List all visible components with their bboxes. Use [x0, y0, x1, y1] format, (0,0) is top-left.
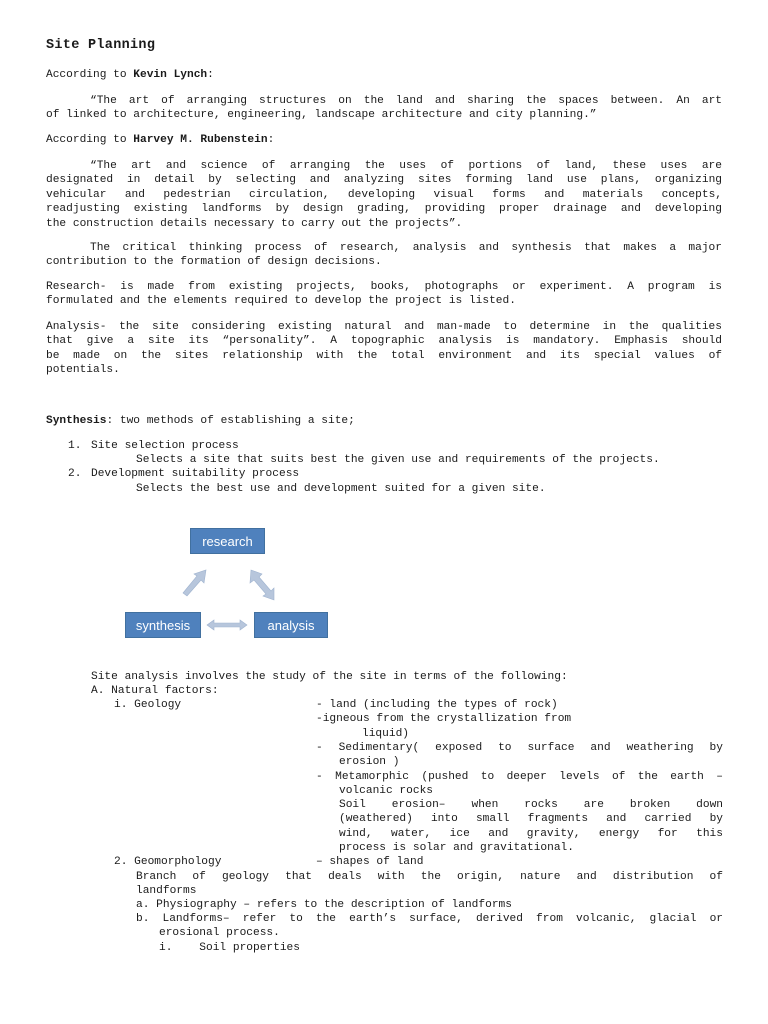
author-name: Harvey M. Rubenstein: [133, 134, 268, 146]
attribution-suffix: :: [207, 69, 214, 81]
page-title: Site Planning: [46, 38, 156, 53]
text-line: Analysis- the site considering existing natural and man-made to determine in the qualities: [46, 321, 722, 333]
text-line: that give a site its “personality”. A topographic analysis is mandatory. Emphasis should: [46, 335, 722, 348]
text-line: potentials.: [46, 364, 120, 377]
text-line: readjusting existing landforms by design grading, providing proper drainage and developing: [46, 203, 722, 216]
text-line: Soil erosion– when rocks are broken down: [339, 799, 723, 811]
text-line: - Metamorphic (pushed to deeper levels of the earth –: [316, 771, 723, 783]
soil-properties-item: i. Soil properties: [159, 942, 300, 954]
geomorphology-description: [136, 870, 723, 899]
method-description: Selects a site that suits best the given use and requirements of the projects.: [136, 454, 660, 466]
text-line: erosion ): [339, 756, 400, 769]
text-line: The critical thinking process of research, analysis and synthesis that makes a major: [90, 242, 722, 254]
text-line: - land (including the types of rock): [316, 699, 558, 711]
metamorphic-item: [316, 770, 723, 799]
natural-factors-heading: A. Natural factors:: [91, 685, 219, 697]
text-line: process is solar and gravitational.: [339, 842, 574, 855]
text-line: “The art of arranging structures on the land and sharing the spaces between. An art: [90, 95, 722, 107]
attribution-prefix: According to: [46, 69, 134, 81]
geomorphology-label: 2. Geomorphology: [114, 856, 222, 868]
author-name: Kevin Lynch: [133, 69, 208, 81]
geology-label: i. Geology: [114, 699, 182, 711]
text-line: b. Landforms– refer to the earth’s surface, derived from volcanic, glacial or: [136, 913, 723, 925]
text-line: volcanic rocks: [339, 785, 433, 798]
text-line: Branch of geology that deals with the origin, nature and distribution of: [136, 871, 723, 883]
text-line: landforms: [136, 885, 197, 898]
geomorphology-note: – shapes of land: [316, 856, 424, 868]
text-line: designated in detail by selecting and analyzing sites forming land use plans, organizing: [46, 174, 722, 187]
text-line: of linked to architecture, engineering, landscape architecture and city planning.”: [46, 109, 597, 122]
text-line: -igneous from the crystallization from: [316, 713, 572, 725]
arrow-research-to-analysis: [250, 570, 274, 600]
text-line: the construction details necessary to carry out the projects”.: [46, 217, 463, 230]
sedimentary-item: [316, 741, 723, 770]
text-line: contribution to the formation of design decisions.: [46, 256, 382, 269]
soil-erosion-item: [339, 798, 723, 856]
physiography-item: a. Physiography – refers to the description of landforms: [136, 899, 512, 911]
text-line: liquid): [362, 728, 409, 740]
synthesis-label: Synthesis: [46, 415, 107, 427]
landforms-item: [136, 912, 723, 941]
method-number: 2.: [68, 468, 82, 480]
method-description: Selects the best use and development suited for a given site.: [136, 483, 546, 495]
diagram-node-research: research: [190, 528, 265, 554]
method-title: Site selection process: [91, 440, 239, 452]
diagram-node-synthesis: synthesis: [125, 612, 201, 638]
attribution-suffix: :: [267, 134, 275, 146]
text-line: Research- is made from existing projects, books, photographs or experiment. A program is: [46, 281, 722, 293]
synthesis-text: : two methods of establishing a site;: [106, 415, 355, 427]
site-analysis-intro: Site analysis involves the study of the site in terms of the following:: [91, 671, 568, 683]
text-line: (weathered) into small fragments and carried by: [339, 813, 723, 826]
method-title: Development suitability process: [91, 468, 300, 480]
text-line: erosional process.: [159, 927, 280, 940]
text-line: - Sedimentary( exposed to surface and weathering by: [316, 742, 723, 754]
text-line: vehicular and pedestrian circulation, developing visual forms and materials concepts,: [46, 188, 722, 201]
text-line: formulated and the elements required to develop the project is listed.: [46, 295, 516, 308]
attribution-prefix: According to: [46, 134, 134, 146]
diagram-node-analysis: analysis: [254, 612, 328, 638]
arrow-synthesis-to-research: [183, 570, 206, 596]
text-line: be made on the sites relationship with the total environment and its special values of: [46, 349, 722, 362]
arrow-synthesis-analysis: [207, 620, 247, 630]
text-line: wind, water, ice and gravity, energy for this: [339, 827, 723, 840]
method-number: 1.: [68, 440, 82, 452]
text-line: “The art and science of arranging the uses of portions of land, these uses are: [90, 160, 722, 172]
